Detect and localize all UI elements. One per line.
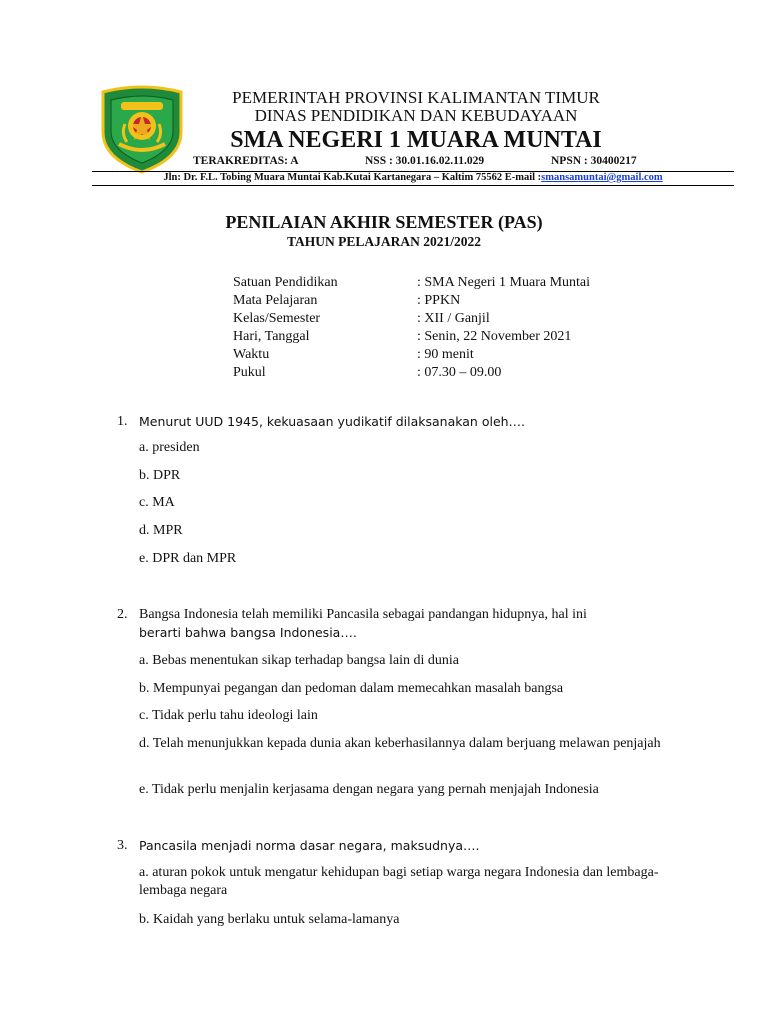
question-number: 2. (117, 607, 128, 622)
info-label: Hari, Tanggal (233, 329, 310, 344)
answer-option: a. presiden (139, 440, 200, 455)
question-text (139, 837, 669, 856)
info-label: Pukul (233, 365, 266, 380)
question-number: 1. (117, 414, 128, 429)
school-emblem-logo (99, 84, 185, 174)
header-rule-bottom (92, 185, 734, 186)
answer-option: d. Telah menunjukkan kepada dunia akan keberhasilannya dalam berjuang melawan penjajah (139, 736, 661, 751)
answer-option: b. Mempunyai pegangan dan pedoman dalam memecahkan masalah bangsa (139, 681, 564, 696)
answer-option: a. Bebas menentukan sikap terhadap bangsa lain di dunia (139, 653, 459, 668)
info-label: Waktu (233, 347, 270, 362)
answer-option: b. Kaidah yang berlaku untuk selama-lamanya (139, 912, 400, 927)
question-text (139, 413, 669, 432)
school-name: SMA NEGERI 1 MUARA MUNTAI (230, 127, 602, 153)
answer-option: e. Tidak perlu menjalin kerjasama dengan negara yang pernah menjajah Indonesia (139, 782, 599, 797)
info-value: : PPKN (417, 293, 461, 308)
info-value: : SMA Negeri 1 Muara Muntai (417, 275, 591, 290)
question-text-line2 (139, 624, 669, 643)
question-text-span: Pancasila menjadi norma dasar negara, maksudnya…. (139, 838, 480, 853)
info-label: Kelas/Semester (233, 311, 321, 326)
info-value: : Senin, 22 November 2021 (417, 329, 572, 344)
question-text-span: Menurut UUD 1945, kekuasaan yudikatif dilaksanakan oleh…. (139, 414, 526, 429)
exam-year: TAHUN PELAJARAN 2021/2022 (286, 234, 481, 249)
email-link[interactable]: smansamuntai@gmail.com (541, 172, 663, 183)
header-government-line: PEMERINTAH PROVINSI KALIMANTAN TIMUR (232, 88, 600, 107)
info-label: Mata Pelajaran (233, 293, 318, 308)
accreditation-label: TERAKREDITAS: A (193, 155, 299, 167)
answer-option: b. DPR (139, 468, 181, 483)
answer-option: a. aturan pokok untuk mengatur kehidupan bagi setiap warga negara Indonesia dan lembaga-lembaga negara (139, 865, 659, 898)
info-label: Satuan Pendidikan (233, 275, 338, 290)
question-text-line1: Bangsa Indonesia telah memiliki Pancasila sebagai pandangan hidupnya, hal ini (139, 607, 587, 622)
answer-option: c. Tidak perlu tahu ideologi lain (139, 708, 318, 723)
address-text: Jln: Dr. F.L. Tobing Muara Muntai Kab.Kutai Kartanegara – Kaltim 75562 E-mail : (163, 172, 542, 183)
exam-title: PENILAIAN AKHIR SEMESTER (PAS) (225, 212, 543, 232)
school-address (92, 172, 734, 184)
answer-option: e. DPR dan MPR (139, 551, 237, 566)
question-number: 3. (117, 838, 128, 853)
answer-option: c. MA (139, 495, 175, 510)
info-value: : XII / Ganjil (417, 311, 490, 326)
info-value: : 90 menit (417, 347, 474, 362)
nss-label: NSS : 30.01.16.02.11.029 (365, 155, 485, 167)
question-text-span: berarti bahwa bangsa Indonesia…. (139, 625, 357, 640)
header-department-line: DINAS PENDIDIKAN DAN KEBUDAYAAN (254, 106, 578, 125)
info-value: : 07.30 – 09.00 (417, 365, 502, 380)
answer-option: d. MPR (139, 523, 183, 538)
npsn-label: NPSN : 30400217 (551, 155, 637, 167)
